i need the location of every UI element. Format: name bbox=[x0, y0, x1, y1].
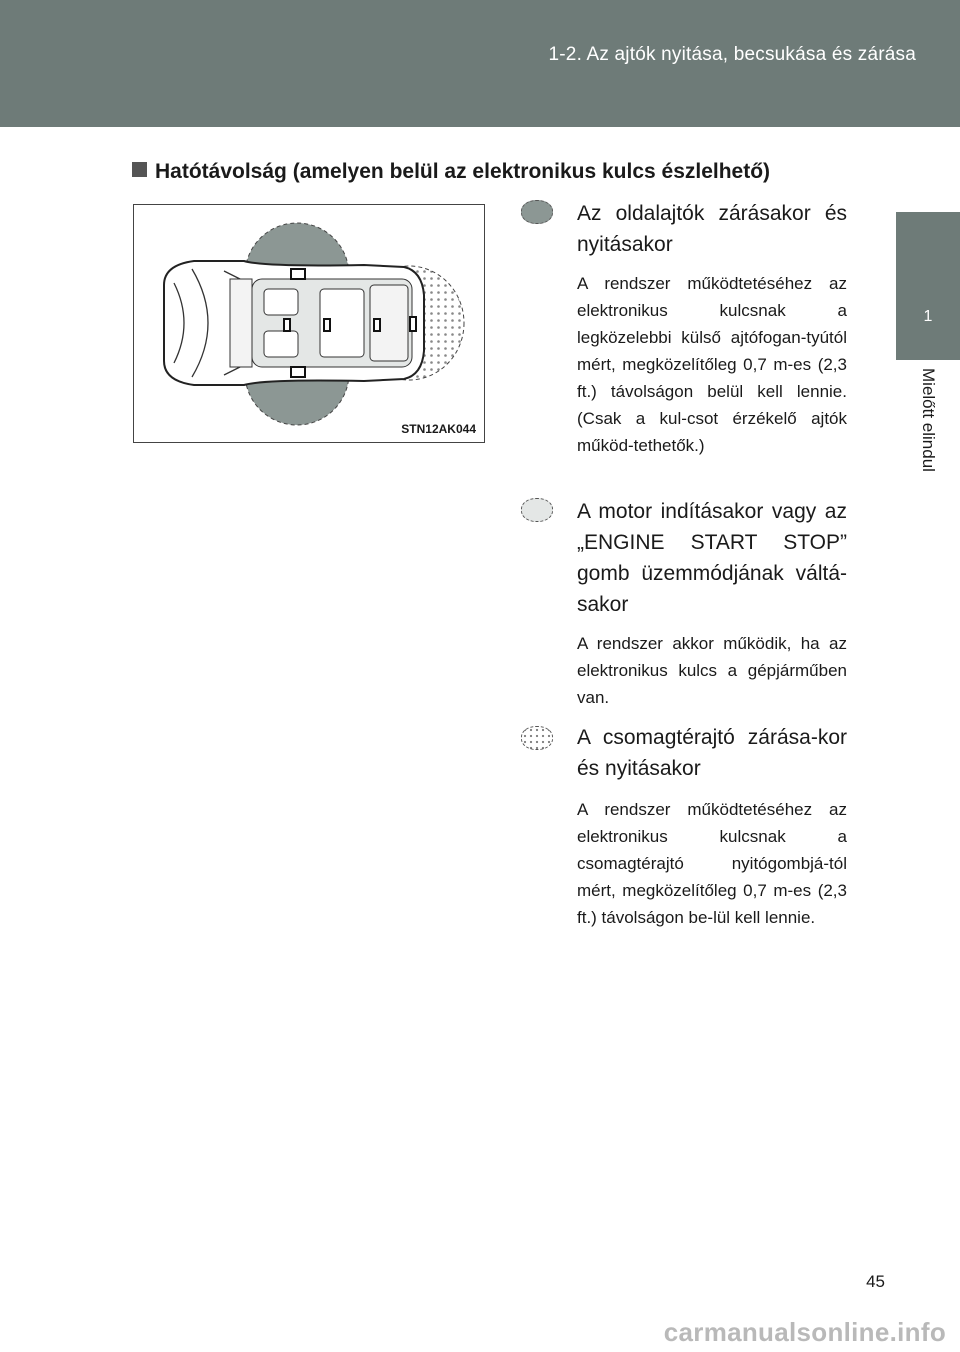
side-door-zone-icon bbox=[521, 200, 553, 224]
antenna-cabin-front bbox=[284, 319, 290, 331]
front-seat-left bbox=[264, 289, 298, 315]
windshield bbox=[230, 279, 252, 367]
item-body: A rendszer működtetéséhez az elektronikus kulcsnak a legközelebbi külső ajtófogan-tyútól mért, megközelítőleg 0,7 m-es (2,3 ft.) távolságon belül kell lennie. (Csak a kul-csot érzékelő ajtók működ-tethetők.) bbox=[577, 274, 847, 455]
square-bullet-icon bbox=[132, 162, 147, 177]
range-figure bbox=[133, 204, 485, 443]
side-tab bbox=[896, 212, 960, 360]
item-title: Az oldalajtók zárásakor és nyitásakor bbox=[577, 202, 847, 256]
side-tab-label: Mielőtt elindul bbox=[919, 368, 938, 472]
antenna-cabin-rear bbox=[374, 319, 380, 331]
item-title: A csomagtérajtó zárása-kor és nyitásakor bbox=[577, 726, 847, 780]
item-body: A rendszer akkor működik, ha az elektronikus kulcs a gépjárműben van. bbox=[577, 634, 847, 707]
watermark: carmanualsonline.info bbox=[663, 1317, 946, 1347]
antenna-front-bottom bbox=[291, 367, 305, 377]
page-header bbox=[0, 0, 960, 127]
item-body: A rendszer működtetéséhez az elektronikus kulcsnak a csomagtérajtó nyitógombjá-tól mért, megközelítőleg 0,7 m-es (2,3 ft.) távolságon be-lül kell lennie. bbox=[577, 800, 847, 927]
item-title: A motor indításakor vagy az „ENGINE START STOP” gomb üzemmódjának váltá-sakor bbox=[577, 500, 847, 616]
front-seat-right bbox=[264, 331, 298, 357]
page-number: 45 bbox=[866, 1272, 885, 1291]
antenna-back-door bbox=[410, 317, 416, 331]
cabin-zone-icon bbox=[521, 498, 553, 522]
side-tab-number: 1 bbox=[923, 308, 933, 325]
antenna-front-top bbox=[291, 269, 305, 279]
side-label-wrap bbox=[900, 368, 956, 508]
section-heading bbox=[132, 160, 770, 184]
section-heading-text: Hatótávolság (amelyen belül az elektronikus kulcs észlelhető) bbox=[155, 160, 771, 183]
chapter-title: 1-2. Az ajtók nyitása, becsukása és zárása bbox=[548, 44, 916, 65]
antenna-cabin-mid bbox=[324, 319, 330, 331]
figure-code: STN12AK044 bbox=[401, 422, 476, 436]
car-top-view-diagram bbox=[134, 205, 484, 442]
back-door-zone-icon bbox=[521, 726, 553, 750]
